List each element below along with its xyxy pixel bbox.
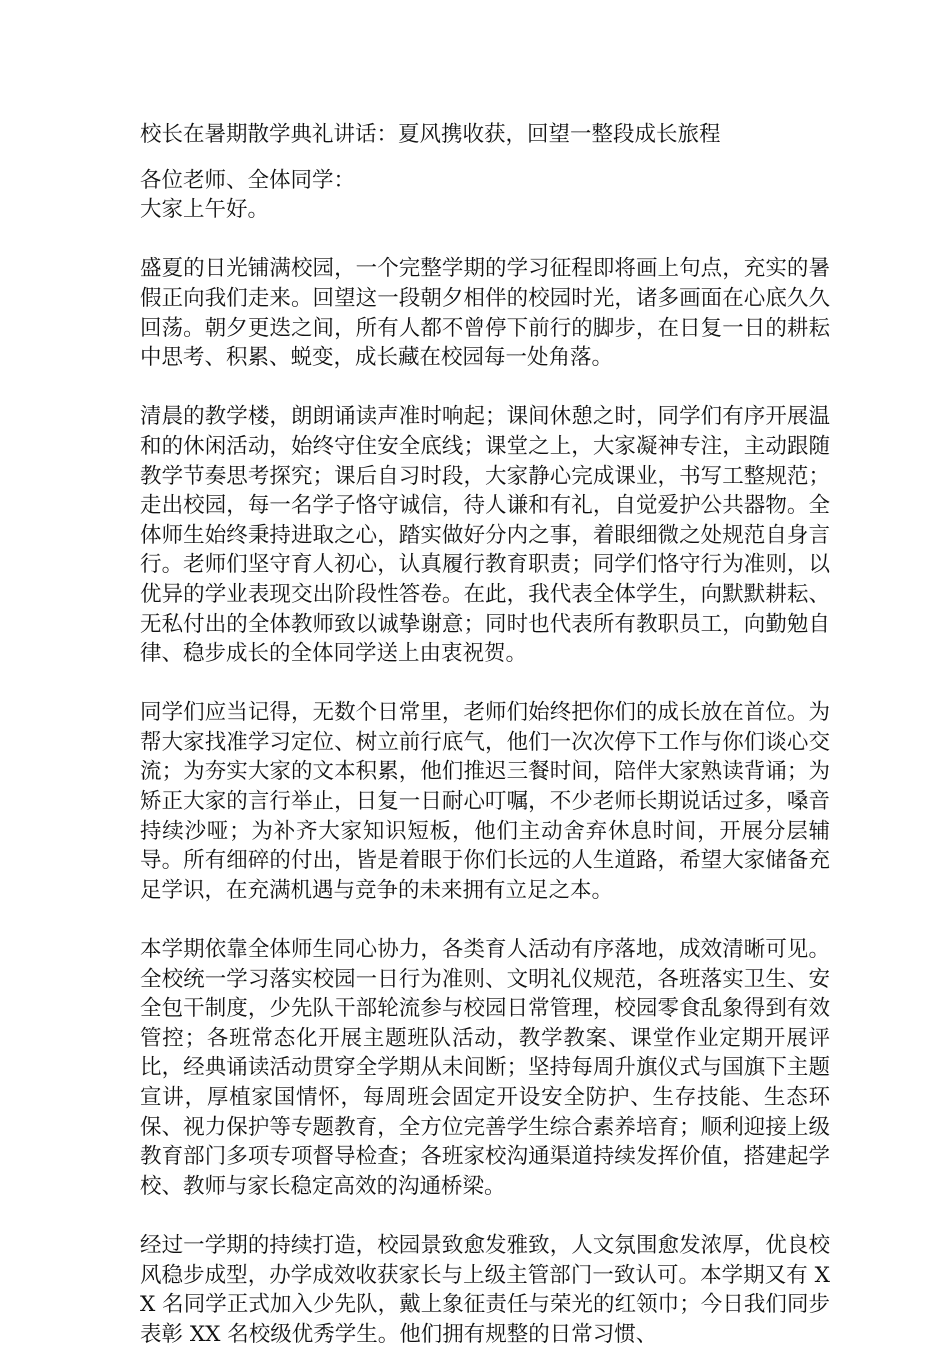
paragraph-2: 清晨的教学楼，朗朗诵读声准时响起；课间休憩之时，同学们有序开展温和的休闲活动，始终守住安全底线；课堂之上，大家凝神专注，主动跟随教学节奏思考探究；课后自习时段，大家静心完成课业，书写工整规范；走出校园，每一名学子恪守诚信，待人谦和有礼，自觉爱护公共器物。全体师生始终秉持进取之心，踏实做好分内之事，着眼细微之处规范自身言行。老师们坚守育人初心，认真履行教育职责；同学们恪守行为准则，以优异的学业表现交出阶段性答卷。在此，我代表全体学生，向默默耕耘、无私付出的全体教师致以诚挚谢意；同时也代表所有教职员工，向勤勉自律、稳步成长的全体同学送上由衷祝贺。 [140, 404, 830, 667]
greeting-line: 大家上午好。 [140, 197, 270, 223]
paragraph-3: 同学们应当记得，无数个日常里，老师们始终把你们的成长放在首位。为帮大家找准学习定位、树立前行底气，他们一次次停下工作与你们谈心交流；为夯实大家的文本积累，他们推迟三餐时间，陪伴大家熟读背诵；为矫正大家的言行举止，日复一日耐心叮嘱，不少老师长期说话过多，嗓音持续沙哑；为补齐大家知识短板，他们主动舍弃休息时间，开展分层辅导。所有细碎的付出，皆是着眼于你们长远的人生道路，希望大家储备充足学识，在充满机遇与竞争的未来拥有立足之本。 [140, 700, 830, 903]
salutation-line: 各位老师、全体同学： [140, 167, 356, 193]
paragraph-4: 本学期依靠全体师生同心协力，各类育人活动有序落地，成效清晰可见。全校统一学习落实校园一日行为准则、文明礼仪规范，各班落实卫生、安全包干制度，少先队干部轮流参与校园日常管理，校园零食乱象得到有效管控；各班常态化开展主题班队活动，教学教案、课堂作业定期开展评比，经典诵读活动贯穿全学期从未间断；坚持每周升旗仪式与国旗下主题宣讲，厚植家国情怀，每周班会固定开设安全防护、生存技能、生态环保、视力保护等专题教育，全方位完善学生综合素养培育；顺利迎接上级教育部门多项专项督导检查；各班家校沟通渠道持续发挥价值，搭建起学校、教师与家长稳定高效的沟通桥梁。 [140, 937, 830, 1199]
paragraph-1: 盛夏的日光铺满校园，一个完整学期的学习征程即将画上句点，充实的暑假正向我们走来。回望这一段朝夕相伴的校园时光，诸多画面在心底久久回荡。朝夕更迭之间，所有人都不曾停下前行的脚步，在日复一日的耕耘中思考、积累、蜕变，成长藏在校园每一处角落。 [140, 256, 830, 371]
greeting-block [140, 166, 830, 225]
paragraph-5: 经过一学期的持续打造，校园景致愈发雅致，人文氛围愈发浓厚，优良校风稳步成型，办学成效收获家长与上级主管部门一致认可。本学期又有 XX 名同学正式加入少先队，戴上象征责任与荣光的红领巾；今日我们同步表彰 XX 名校级优秀学生。他们拥有规整的日常习惯、 [140, 1232, 830, 1347]
document-title: 校长在暑期散学典礼讲话：夏风携收获，回望一整段成长旅程 [140, 122, 721, 147]
document-page [140, 120, 830, 1349]
